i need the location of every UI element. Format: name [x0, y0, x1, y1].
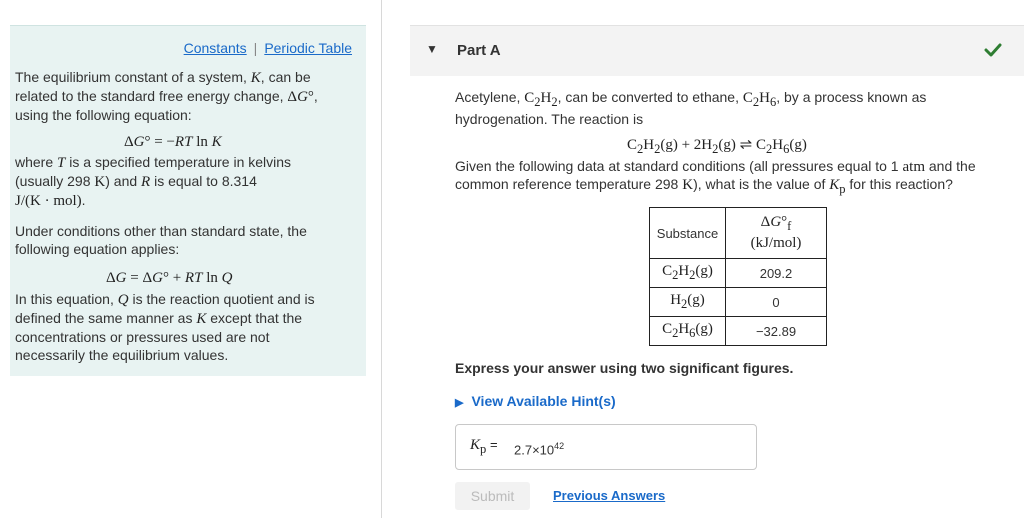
value-cell: 209.2 [726, 259, 827, 288]
panel-divider [381, 0, 382, 518]
thermo-data-table [649, 207, 827, 346]
submit-button[interactable]: Submit [455, 482, 530, 510]
question-intro: Acetylene, $C_2H_2$, can be converted to ethane, $C_2H_6$, by a process known as hydrogenation. The reaction is [455, 89, 927, 127]
given-data-text: Given the following data at standard conditions (all pressures equal to 1 atm and the common reference temperature 298 K), what is the value of $K_p$ for this reaction? [455, 158, 976, 196]
previous-answers-link[interactable]: Previous Answers [553, 488, 666, 503]
value-cell: −32.89 [726, 317, 827, 346]
definitions-paragraph: where T is a specified temperature in kelvins (usually 298 K) and R is equal to 8.314 J/(K · mol). [15, 154, 292, 209]
substance-c2h6: $C_2H_6(g)$ [650, 317, 726, 346]
periodic-table-link[interactable]: Periodic Table [264, 40, 352, 56]
caret-down-icon[interactable]: ▼ [426, 42, 438, 56]
table-header-row [650, 208, 827, 259]
answer-value[interactable]: $2.7\times 10^{42}$ [514, 441, 565, 458]
equation-delta-g: ΔG = ΔG° + RT ln Q [106, 270, 233, 286]
link-separator: | [253, 40, 258, 56]
table-row [650, 317, 827, 346]
view-hints-link[interactable]: ▶ View Available Hint(s) [455, 393, 616, 409]
instruction-text: Express your answer using two significant figures. [455, 360, 794, 376]
answer-field[interactable] [455, 424, 757, 470]
table-row [650, 259, 827, 288]
answer-label: $K_p$ = [470, 437, 498, 456]
intro-paragraph: The equilibrium constant of a system, K, can be related to the standard free energy change, ΔG°, using the following equation: [15, 69, 318, 123]
checkmark-icon [984, 43, 1002, 60]
header-delta-gf: $\Delta G^\circ_f$ (kJ/mol) [726, 208, 827, 259]
substance-c2h2: $C_2H_2(g)$ [650, 259, 726, 288]
constants-link[interactable]: Constants [183, 40, 247, 56]
value-cell: 0 [726, 288, 827, 317]
resource-links [184, 40, 352, 56]
table-row [650, 288, 827, 317]
caret-right-icon: ▶ [455, 397, 464, 409]
part-title: Part A [457, 42, 501, 59]
nonstandard-paragraph: Under conditions other than standard state, the following equation applies: [15, 223, 307, 257]
equation-delta-g-standard: ΔG° = −RT ln K [124, 134, 222, 150]
header-unit: (kJ/mol) [750, 235, 802, 251]
reaction-equation: $C_2H_2(g) + 2H_2(g)$ ⇌ $C_2H_6(g)$ [627, 137, 807, 156]
part-a-header[interactable] [410, 25, 1024, 76]
header-substance: Substance [650, 208, 726, 259]
substance-h2: $H_2(g)$ [650, 288, 726, 317]
quotient-paragraph: In this equation, Q is the reaction quotient and is defined the same manner as K except that the concentrations or pressures used are not necessarily the equilibrium values. [15, 291, 315, 363]
